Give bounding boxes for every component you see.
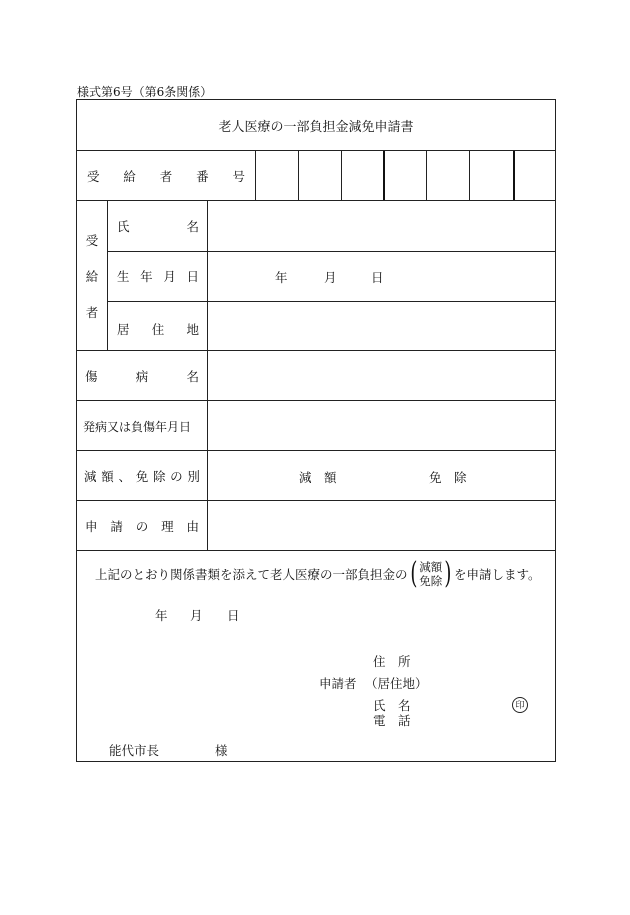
- disease-field[interactable]: [208, 351, 555, 401]
- application-month: 月: [190, 608, 203, 623]
- digit-box-3[interactable]: [342, 151, 383, 201]
- form-number-caption: 様式第6号（第6条関係）: [77, 85, 213, 99]
- birth-date-field[interactable]: [208, 251, 555, 301]
- statement-block: [77, 550, 555, 762]
- seal-icon: 印: [512, 696, 528, 713]
- application-day: 日: [227, 608, 240, 623]
- statement-option-exemption: 免除: [419, 574, 443, 588]
- applicant-name-label: 氏 名: [373, 698, 411, 713]
- recipient-group: [77, 200, 555, 351]
- addressee-mayor: 能代市長: [109, 743, 160, 758]
- option-reduction[interactable]: 減 額: [299, 470, 337, 485]
- onset-label: 発病又は負傷年月日: [83, 419, 192, 434]
- name-label: 氏 名: [117, 219, 199, 234]
- type-row: [77, 450, 555, 501]
- application-year: 年: [155, 608, 168, 623]
- recipient-number-row: [77, 150, 555, 201]
- digit-box-4[interactable]: [385, 151, 426, 201]
- reason-field[interactable]: [208, 501, 555, 551]
- month-marker: 月: [324, 270, 337, 285]
- digit-box-5[interactable]: [427, 151, 469, 201]
- recipient-group-label: 受 給 者: [85, 233, 99, 320]
- onset-field[interactable]: [208, 401, 555, 451]
- recipient-number-label: 受 給 者 番 号: [87, 169, 245, 184]
- applicant-address-label: 住 所: [373, 654, 411, 669]
- name-field[interactable]: [208, 201, 555, 251]
- type-label: 減 額 、 免 除 の 別: [84, 469, 200, 484]
- option-brace: ( 減額 免除 ): [409, 556, 452, 591]
- digit-box-1[interactable]: [256, 151, 298, 201]
- digit-box-7[interactable]: [515, 151, 555, 201]
- digit-box-2[interactable]: [299, 151, 341, 201]
- digit-box-6[interactable]: [470, 151, 513, 201]
- applicant-label: 申請者: [319, 676, 357, 691]
- day-marker: 日: [371, 270, 384, 285]
- address-label: 居 住 地: [117, 322, 199, 337]
- applicant-phone-label: 電 話: [373, 713, 411, 728]
- reason-row: [77, 500, 555, 551]
- statement-line: 上記のとおり関係書類を添えて老人医療の一部負担金の ( 減額 免除 ) を申請します。: [95, 556, 541, 591]
- onset-row: [77, 400, 555, 451]
- addressee-honorific: 様: [215, 743, 228, 758]
- applicant-residence-label: （居住地）: [365, 676, 428, 691]
- disease-label: 傷 病 名: [85, 369, 199, 384]
- form-title: 老人医療の一部負担金減免申請書: [218, 119, 414, 135]
- statement-option-reduction: 減額: [419, 560, 443, 574]
- birth-date-label: 生 年 月 日: [117, 269, 199, 284]
- reason-label: 申 請 の 理 由: [85, 519, 199, 534]
- year-marker: 年: [275, 270, 288, 285]
- disease-row: [77, 350, 555, 401]
- application-form: [76, 99, 556, 762]
- option-exemption[interactable]: 免 除: [429, 470, 467, 485]
- address-field[interactable]: [208, 301, 555, 351]
